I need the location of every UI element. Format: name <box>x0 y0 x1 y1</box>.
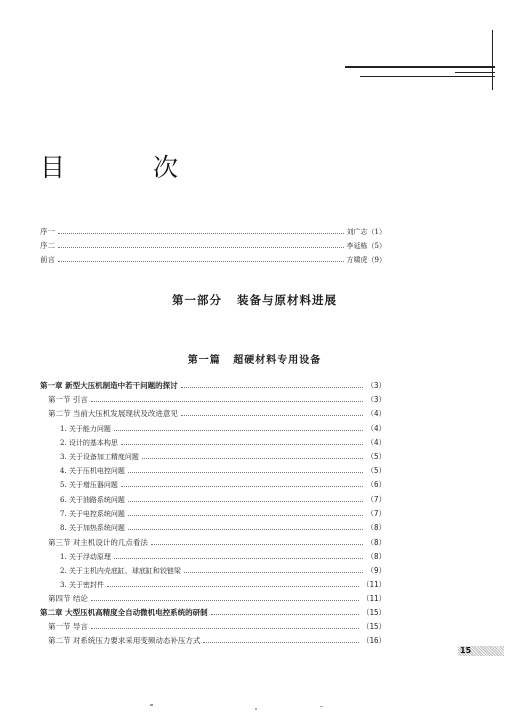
toc-chapter-2 <box>40 607 386 619</box>
dot-leader <box>181 409 364 416</box>
toc-label: 第一节 导言 <box>48 622 88 631</box>
dot-leader <box>128 466 364 473</box>
dot-leader <box>107 580 359 587</box>
toc-page-number: （8） <box>366 538 386 547</box>
toc-label: 第三节 对主机设计的几点看法 <box>48 538 148 547</box>
dot-leader <box>128 509 364 516</box>
toc-author-page: 刘广志（1） <box>346 228 386 236</box>
toc-label: 第一章 新型大压机制造中若干问题的探讨 <box>40 381 178 390</box>
part-heading: 第一部分 装备与原材料进展 <box>171 293 337 307</box>
dot-leader <box>121 480 364 487</box>
toc-label: 序二 <box>40 241 55 250</box>
dot-leader <box>184 566 364 573</box>
toc-page-number: （4） <box>366 409 386 418</box>
header-rule-vertical <box>492 30 493 90</box>
toc-section <box>48 621 386 633</box>
dot-leader <box>91 622 359 629</box>
header-rule-short <box>455 72 495 73</box>
scan-speck <box>320 706 323 707</box>
toc-page-number: （11） <box>361 594 386 603</box>
toc-item <box>60 423 386 435</box>
dot-leader <box>203 636 359 643</box>
dot-leader <box>114 552 364 559</box>
toc-author-page: 方啸虎（9） <box>346 256 386 264</box>
page-title: 目 次 <box>40 153 218 182</box>
dot-leader <box>121 438 364 445</box>
toc-label: 第二章 大型压机高精度全自动微机电控系统的研制 <box>40 608 208 617</box>
page-number-badge: 15 <box>458 646 504 656</box>
toc-page-number: （3） <box>366 395 386 404</box>
toc-item <box>60 479 386 491</box>
toc-page-number: （3） <box>366 381 386 390</box>
toc-page-number: （9） <box>366 566 386 575</box>
toc-page-number: （11） <box>361 580 386 589</box>
toc-section <box>48 537 386 549</box>
toc-label: 6. 关于油路系统问题 <box>60 496 125 504</box>
toc-item <box>60 451 386 463</box>
dot-leader <box>151 538 364 545</box>
toc-label: 第四节 结论 <box>48 594 88 603</box>
toc-page-number: （16） <box>361 636 386 645</box>
toc-label: 1. 关于浮动原理 <box>60 553 111 561</box>
dot-leader <box>128 523 364 530</box>
dot-leader <box>91 594 359 601</box>
toc-page-number: （4） <box>366 424 386 433</box>
volume-heading: 第一篇 超硬材料专用设备 <box>187 355 322 366</box>
toc-item <box>60 551 386 563</box>
toc-page-number: （8） <box>366 552 386 561</box>
toc-section <box>48 408 386 420</box>
toc-label: 2. 关于主机内壳底缸、球底缸和铰链梁 <box>60 567 181 575</box>
toc-author-page: 李延栋（5） <box>346 242 386 250</box>
toc-item <box>60 437 386 449</box>
toc-item <box>60 465 386 477</box>
toc-page-number: （7） <box>366 509 386 518</box>
dot-leader <box>114 424 364 431</box>
toc-page-number: （6） <box>366 480 386 489</box>
toc-page-number: （15） <box>361 608 386 617</box>
dot-leader <box>58 241 344 248</box>
toc-item <box>60 494 386 506</box>
toc-label: 1. 关于能力问题 <box>60 425 111 433</box>
toc-page-number: （8） <box>366 523 386 532</box>
toc-chapter-1 <box>40 380 386 392</box>
toc-label: 8. 关于加热系统问题 <box>60 524 125 532</box>
toc-label: 3. 关于密封件 <box>60 581 104 589</box>
dot-leader <box>181 381 364 388</box>
dot-leader <box>142 452 364 459</box>
toc-label: 前言 <box>40 255 55 264</box>
toc-section <box>48 635 386 647</box>
toc-entry-preface-2 <box>40 240 386 252</box>
toc-label: 第二节 当前大压机发展现状及改进意见 <box>48 409 178 418</box>
toc-page-number: （5） <box>366 466 386 475</box>
toc-label: 5. 关于增压器问题 <box>60 481 118 489</box>
dot-leader <box>58 255 344 262</box>
dot-leader <box>128 495 364 502</box>
toc-label: 3. 关于设备加工精度问题 <box>60 453 139 461</box>
toc-label: 序一 <box>40 227 55 236</box>
toc-page-number: （7） <box>366 495 386 504</box>
toc-entry-foreword <box>40 254 386 266</box>
header-rule-thick <box>345 66 495 68</box>
scan-speck <box>150 704 153 706</box>
toc-label: 7. 关于电控系统问题 <box>60 510 125 518</box>
toc-item <box>60 579 386 591</box>
header-rule-thin <box>360 76 495 77</box>
toc-label: 4. 关于压机电控问题 <box>60 467 125 475</box>
toc-page-number: （5） <box>366 452 386 461</box>
toc-item <box>60 508 386 520</box>
toc-label: 2. 设计的基本构思 <box>60 439 118 447</box>
toc-page-number: （15） <box>361 622 386 631</box>
dot-leader <box>91 395 364 402</box>
toc-section <box>48 394 386 406</box>
toc-entry-preface-1 <box>40 226 386 238</box>
toc-label: 第二节 对系统压力要求采用变频动态补压方式 <box>48 636 201 645</box>
toc-item <box>60 565 386 577</box>
dot-leader <box>58 227 344 234</box>
toc-page-number: （4） <box>366 438 386 447</box>
toc-item <box>60 522 386 534</box>
toc-label: 第一节 引言 <box>48 395 88 404</box>
dot-leader <box>211 608 359 615</box>
scan-speck <box>255 708 257 710</box>
toc-section <box>48 593 386 605</box>
